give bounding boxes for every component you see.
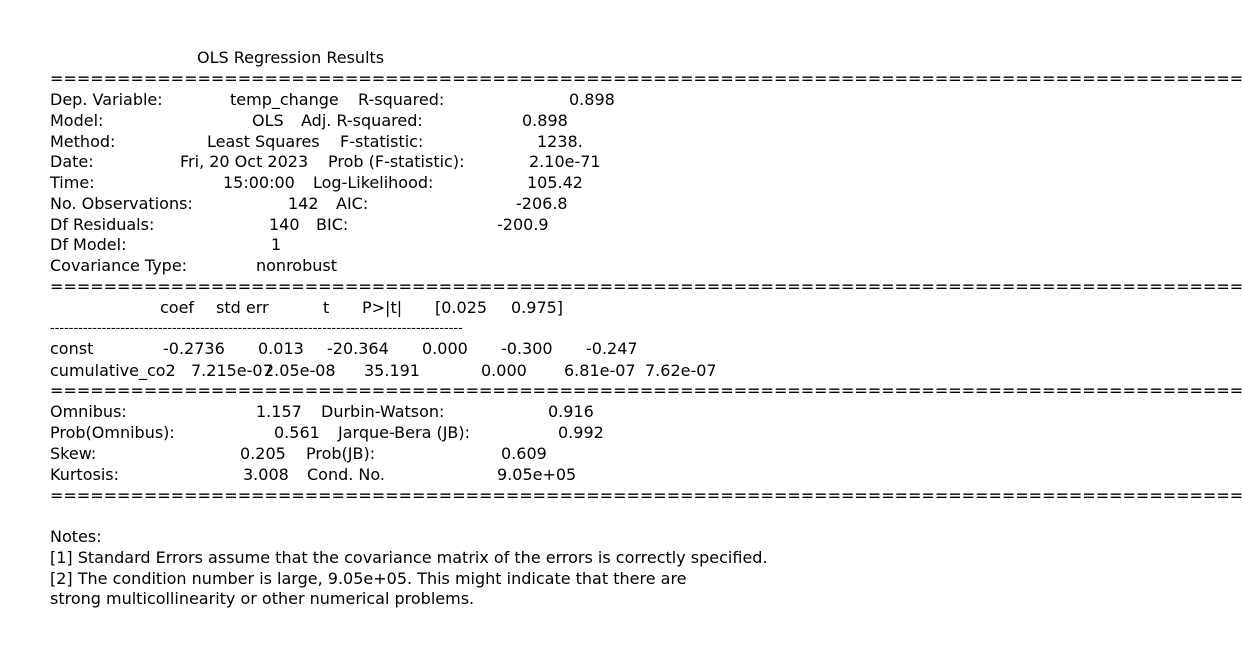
- value-covariance-type: nonrobust: [256, 256, 337, 275]
- label-prob-jb: Prob(JB):: [306, 444, 376, 463]
- label-date: Date:: [50, 152, 94, 171]
- note-1: [1] Standard Errors assume that the covariance matrix of the errors is correctly specified.: [50, 548, 768, 567]
- note-2: [2] The condition number is large, 9.05e+05. This might indicate that there are: [50, 569, 687, 588]
- label-time: Time:: [50, 173, 95, 192]
- label-dep-variable: Dep. Variable:: [50, 90, 163, 109]
- notes-heading: Notes:: [50, 527, 102, 546]
- value-bic: -200.9: [497, 215, 549, 234]
- label-r-squared: R-squared:: [358, 90, 445, 109]
- row-t: 35.191: [364, 361, 420, 380]
- value-f-statistic: 1238.: [537, 132, 583, 151]
- label-jarque-bera: Jarque-Bera (JB):: [338, 423, 471, 442]
- value-prob-f-statistic: 2.10e-71: [529, 152, 601, 171]
- value-jarque-bera: 0.992: [558, 423, 604, 442]
- label-durbin-watson: Durbin-Watson:: [321, 402, 445, 421]
- label-df-residuals: Df Residuals:: [50, 215, 155, 234]
- value-df-model: 1: [271, 235, 282, 254]
- value-cond-no: 9.05e+05: [497, 465, 577, 484]
- row-name: const: [50, 339, 94, 358]
- value-omnibus: 1.157: [256, 402, 302, 421]
- coef-header-t: t: [323, 298, 330, 317]
- row-ci-low: 6.81e-07: [564, 361, 636, 380]
- value-date: Fri, 20 Oct 2023: [180, 152, 309, 171]
- value-n-observations: 142: [288, 194, 319, 213]
- row-std-err: 0.013: [258, 339, 304, 358]
- value-durbin-watson: 0.916: [548, 402, 594, 421]
- label-df-model: Df Model:: [50, 235, 127, 254]
- label-log-likelihood: Log-Likelihood:: [313, 173, 434, 192]
- value-prob-omnibus: 0.561: [274, 423, 320, 442]
- value-model: OLS: [252, 111, 284, 130]
- value-time: 15:00:00: [223, 173, 295, 192]
- coef-header-std-err: std err: [216, 298, 269, 317]
- label-f-statistic: F-statistic:: [340, 132, 424, 151]
- coef-header-ci-low: [0.025: [435, 298, 488, 317]
- value-kurtosis: 3.008: [243, 465, 289, 484]
- note-2-continued: strong multicollinearity or other numerical problems.: [50, 589, 475, 608]
- label-aic: AIC:: [336, 194, 369, 213]
- row-std-err: 2.05e-08: [264, 361, 336, 380]
- label-omnibus: Omnibus:: [50, 402, 127, 421]
- label-skew: Skew:: [50, 444, 97, 463]
- double-rule: =========================================================================================: [50, 69, 1243, 88]
- label-kurtosis: Kurtosis:: [50, 465, 119, 484]
- double-rule: =========================================================================================: [50, 381, 1243, 400]
- label-bic: BIC:: [316, 215, 349, 234]
- row-name: cumulative_co2: [50, 361, 176, 380]
- coef-header-p: P>|t|: [362, 298, 403, 317]
- value-r-squared: 0.898: [569, 90, 615, 109]
- value-adj-r-squared: 0.898: [522, 111, 568, 130]
- label-cond-no: Cond. No.: [307, 465, 385, 484]
- coef-header-coef: coef: [160, 298, 195, 317]
- label-model: Model:: [50, 111, 104, 130]
- label-prob-f-statistic: Prob (F-statistic):: [328, 152, 465, 171]
- label-prob-omnibus: Prob(Omnibus):: [50, 423, 175, 442]
- value-skew: 0.205: [240, 444, 286, 463]
- single-rule: ----------------------------------------------------------------------------------------: [50, 321, 463, 336]
- value-log-likelihood: 105.42: [527, 173, 583, 192]
- row-coef: 7.215e-07: [191, 361, 273, 380]
- value-method: Least Squares: [207, 132, 320, 151]
- row-ci-low: -0.300: [501, 339, 553, 358]
- row-ci-high: -0.247: [586, 339, 638, 358]
- value-df-residuals: 140: [269, 215, 300, 234]
- label-n-observations: No. Observations:: [50, 194, 193, 213]
- row-t: -20.364: [327, 339, 389, 358]
- label-adj-r-squared: Adj. R-squared:: [301, 111, 423, 130]
- value-dep-variable: temp_change: [230, 90, 339, 109]
- value-prob-jb: 0.609: [501, 444, 547, 463]
- double-rule: =========================================================================================: [50, 277, 1243, 296]
- row-p: 0.000: [422, 339, 468, 358]
- row-ci-high: 7.62e-07: [645, 361, 717, 380]
- label-covariance-type: Covariance Type:: [50, 256, 188, 275]
- row-p: 0.000: [481, 361, 527, 380]
- label-method: Method:: [50, 132, 116, 151]
- coef-header-ci-high: 0.975]: [511, 298, 564, 317]
- row-coef: -0.2736: [163, 339, 225, 358]
- double-rule: =========================================================================================: [50, 486, 1243, 505]
- value-aic: -206.8: [516, 194, 568, 213]
- summary-title: OLS Regression Results: [197, 48, 385, 67]
